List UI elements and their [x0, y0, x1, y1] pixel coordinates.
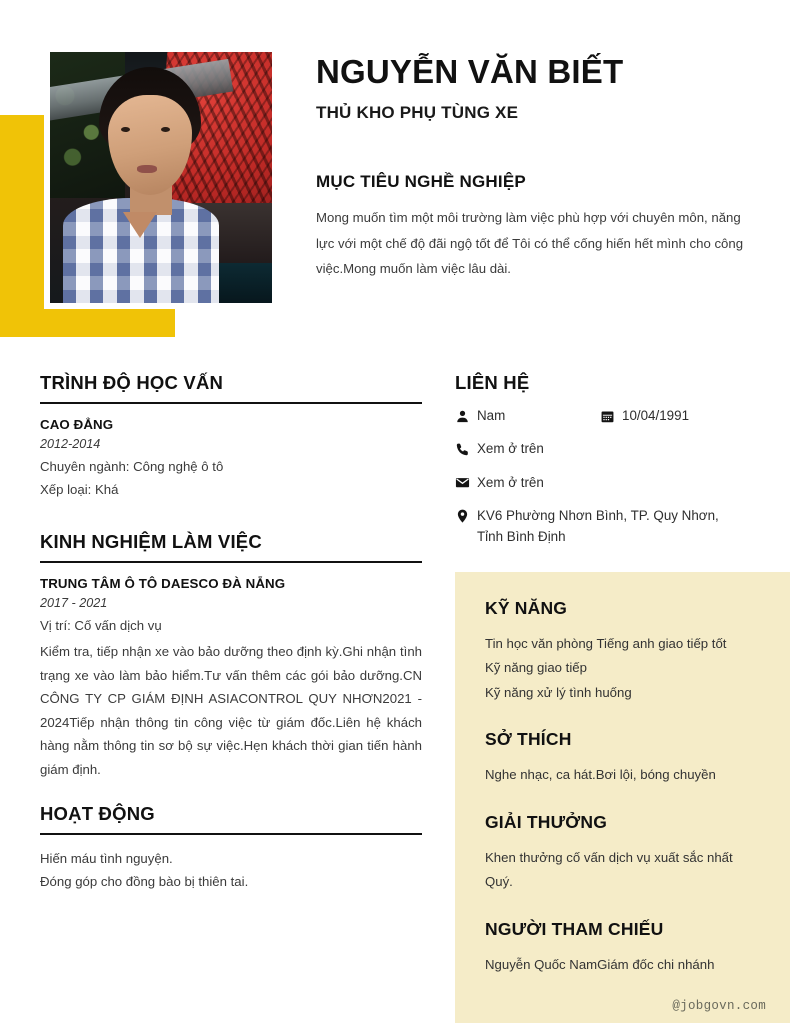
skills-item-2: Kỹ năng giao tiếp: [485, 660, 587, 676]
profile-photo-frame: [44, 46, 278, 309]
contact-section: [455, 372, 775, 560]
awards-section: [485, 812, 760, 895]
experience-section: [40, 531, 422, 781]
references-text: Nguyễn Quốc NamGiám đốc chi nhánh: [485, 956, 715, 972]
experience-heading: KINH NGHIỆM LÀM VIỆC: [40, 531, 262, 553]
candidate-job-title: THỦ KHO PHỤ TÙNG XE: [316, 103, 519, 122]
objective-text: Mong muốn tìm một môi trường làm việc phù hợp với chuyên môn, năng lực với một chế độ đãi ngộ tốt để Tôi có thể cống hiến hết mình cho công việc.Mong muốn làm việc lâu dài.: [316, 210, 744, 277]
contact-email: Xem ở trên: [477, 474, 544, 490]
education-grade: Xếp loại: Khá: [40, 481, 119, 497]
skills-heading: KỸ NĂNG: [485, 598, 568, 618]
objective-heading: MỤC TIÊU NGHỀ NGHIỆP: [316, 172, 526, 191]
contact-row-gender-birthday: [455, 406, 775, 426]
experience-description: Kiểm tra, tiếp nhận xe vào bảo dưỡng theo định kỳ.Ghi nhận tình trạng xe vào làm bảo hiểm.Tư vấn thêm các gói bảo dưỡng.CN CÔNG TY CP GIÁM ĐỊNH ASIACONTROL QUY NHƠN2021 - 2024Tiếp nhận thông tin công việc từ giám đốc.Liên hệ khách hàng nằm thông tin sơ bộ sự việc.Hẹn khách thời gian tiến hành giám định.: [40, 644, 422, 777]
references-heading: NGƯỜI THAM CHIẾU: [485, 918, 664, 939]
awards-text: Khen thưởng cố vấn dịch vụ xuất sắc nhất Quý.: [485, 849, 733, 890]
activities-line-2: Đóng góp cho đồng bào bị thiên tai.: [40, 873, 249, 889]
education-entry-title: CAO ĐẲNG: [40, 417, 114, 432]
candidate-name: NGUYỄN VĂN BIẾT: [316, 53, 624, 90]
profile-photo: [50, 52, 272, 303]
education-dates: 2012-2014: [40, 437, 101, 451]
side-panel: [455, 572, 790, 1023]
phone-icon: [455, 440, 477, 458]
contact-row-phone: [455, 439, 775, 459]
education-section: [40, 372, 422, 501]
contact-address: KV6 Phường Nhơn Bình, TP. Quy Nhơn, Tỉnh Bình Định: [477, 508, 719, 544]
contact-gender: Nam: [477, 408, 506, 423]
hobbies-text: Nghe nhạc, ca hát.Bơi lội, bóng chuyền: [485, 767, 716, 783]
skills-item-3: Kỹ năng xử lý tình huống: [485, 684, 632, 700]
left-column: [40, 372, 422, 894]
education-divider: [40, 402, 422, 404]
contact-phone: Xem ở trên: [477, 441, 544, 457]
experience-divider: [40, 561, 422, 563]
hobbies-heading: SỞ THÍCH: [485, 729, 572, 750]
location-pin-icon: [455, 507, 477, 525]
contact-heading: LIÊN HỆ: [455, 372, 530, 393]
experience-position: Vị trí: Cố vấn dịch vụ: [40, 618, 162, 634]
references-section: [485, 919, 760, 977]
contact-row-address: [455, 506, 775, 547]
calendar-icon: [600, 408, 622, 426]
person-icon: [455, 408, 477, 426]
awards-heading: GIẢI THƯỞNG: [485, 811, 608, 832]
contact-birthday: 10/04/1991: [622, 408, 690, 423]
activities-divider: [40, 833, 422, 835]
experience-dates: 2017 - 2021: [40, 596, 108, 611]
experience-entry-title: TRUNG TÂM Ô TÔ DAESCO ĐÀ NẴNG: [40, 576, 286, 592]
skills-section: [485, 598, 760, 705]
contact-row-email: [455, 473, 775, 493]
education-heading: TRÌNH ĐỘ HỌC VẤN: [40, 372, 224, 393]
activities-section: [40, 803, 422, 893]
envelope-icon: [455, 474, 477, 492]
watermark: @jobgovn.com: [672, 999, 766, 1013]
skills-item-1: Tin học văn phòng Tiếng anh giao tiếp tốt: [485, 636, 727, 651]
hobbies-section: [485, 729, 760, 787]
education-major: Chuyên ngành: Công nghệ ô tô: [40, 459, 224, 474]
activities-heading: HOẠT ĐỘNG: [40, 803, 155, 825]
activities-line-1: Hiến máu tình nguyện.: [40, 851, 173, 867]
